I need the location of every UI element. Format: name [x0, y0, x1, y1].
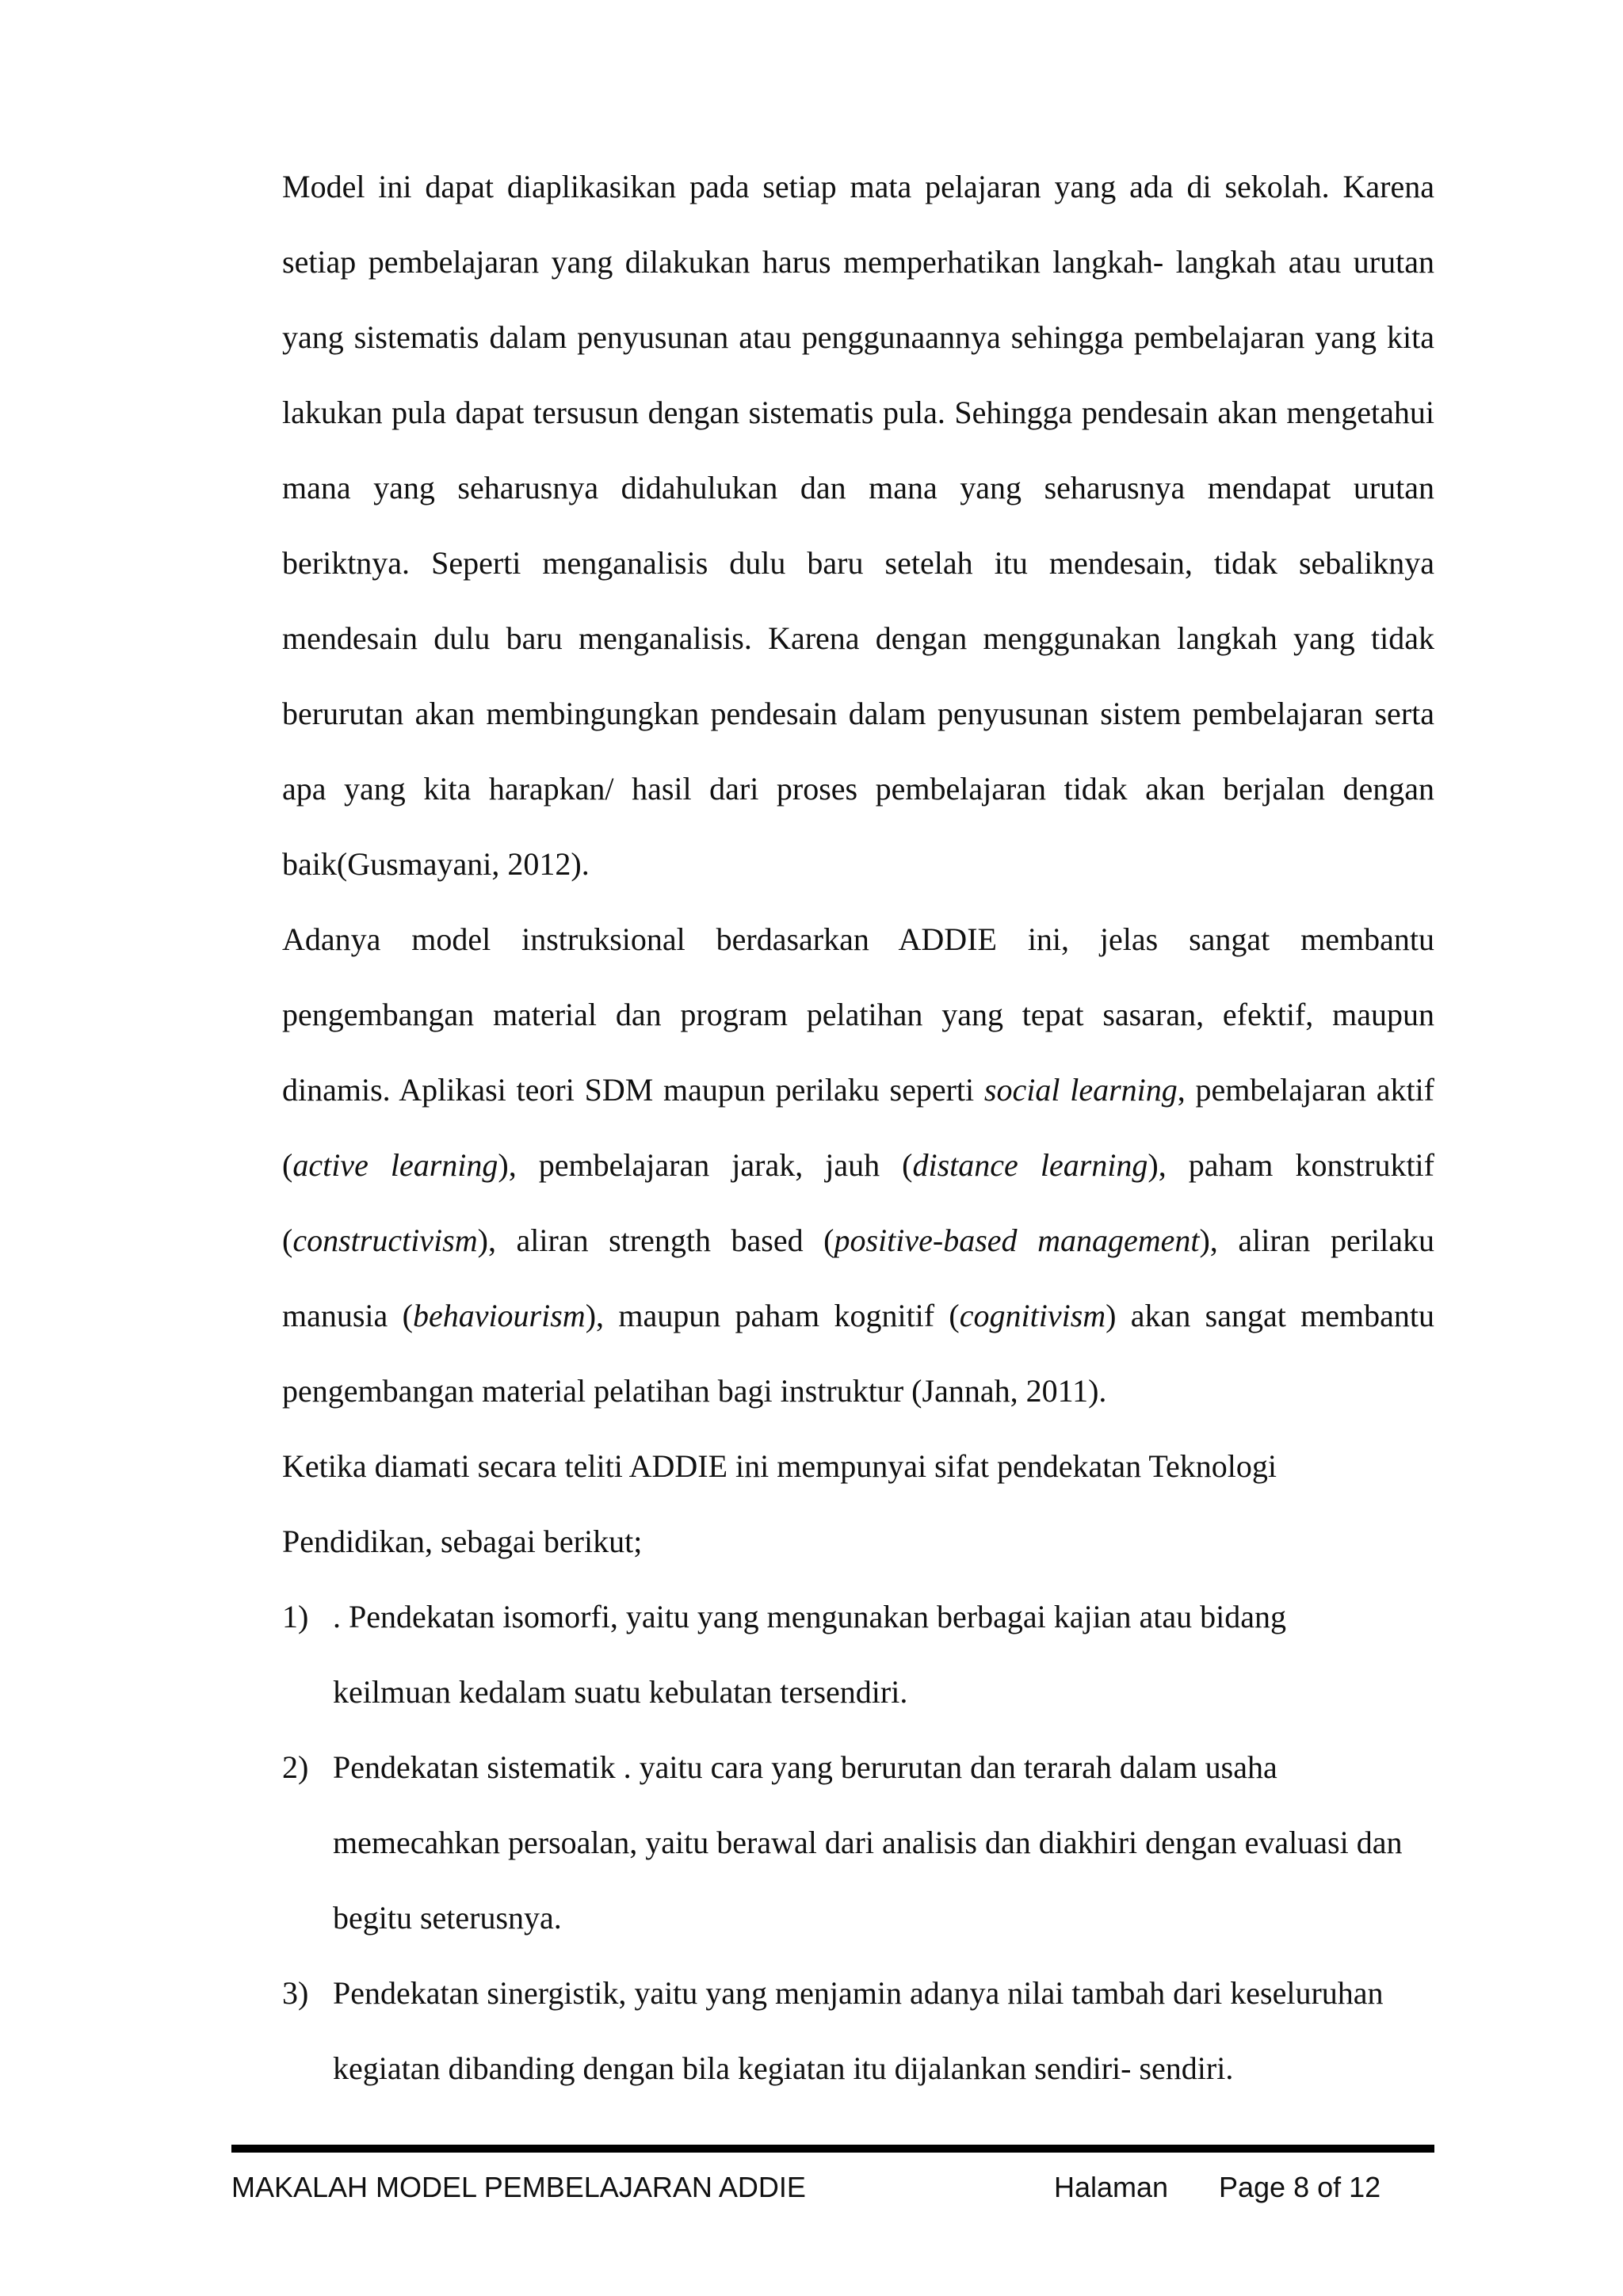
term-constructivism: constructivism — [292, 1222, 478, 1258]
list-text: Pendekatan sistematik . yaitu cara yang berurutan dan terarah dalam usaha memecahkan persoalan, yaitu berawal dari analisis dan diakhiri dengan evaluasi dan begitu seterusnya. — [333, 1749, 1403, 1936]
list-number: 1) — [282, 1599, 309, 1634]
term-positive-based-management: positive-based management — [834, 1222, 1200, 1258]
document-body — [282, 149, 1434, 2106]
footer-label: Halaman — [1054, 2171, 1169, 2203]
term-behaviourism: behaviourism — [412, 1298, 586, 1333]
approach-list — [282, 1579, 1434, 2106]
term-cognitivism: cognitivism — [959, 1298, 1106, 1333]
term-social-learning: social learning — [983, 1072, 1178, 1108]
paragraph-1: Model ini dapat diaplikasikan pada setiap mata pelajaran yang ada di sekolah. Karena setiap pembelajaran yang dilakukan harus memperhatikan langkah- langkah atau urutan yang sistematis dalam penyusunan atau penggunaannya sehingga pembelajaran yang kita lakukan pula dapat tersusun dengan sistematis pula. Sehingga pendesain akan mengetahui mana yang seharusnya didahulukan dan mana yang seharusnya mendapat urutan beriktnya. Seperti menganalisis dulu baru setelah itu mendesain, tidak sebaliknya mendesain dulu baru menganalisis. Karena dengan menggunakan langkah yang tidak berurutan akan membingungkan pendesain dalam penyusunan sistem pembelajaran serta apa yang kita harapkan/ hasil dari proses pembelajaran tidak akan berjalan dengan baik(Gusmayani, 2012). — [282, 169, 1434, 882]
paragraph-2: Adanya model instruksional berdasarkan ADDIE ini, jelas sangat membantu pengembangan material dan program pelatihan yang tepat sasaran, efektif, maupun dinamis. Aplikasi teori SDM maupun perilaku seperti social learning, pembelajaran aktif (active learning), pembelajaran jarak, jauh (distance learning), paham konstruktif (constructivism), aliran strength based (positive-based management), aliran perilaku manusia (behaviourism), maupun paham kognitif (cognitivism) akan sangat membantu pengembangan material pelatihan bagi instruktur (Jannah, 2011). — [282, 921, 1435, 1409]
term-active-learning: active learning — [292, 1147, 498, 1183]
list-text: Pendekatan sinergistik, yaitu yang menjamin adanya nilai tambah dari keseluruhan kegiatan dibanding dengan bila kegiatan itu dijalankan sendiri- sendiri. — [333, 1975, 1384, 2086]
footer-title: MAKALAH MODEL PEMBELAJARAN ADDIE — [231, 2171, 806, 2203]
paragraph-3: Ketika diamati secara teliti ADDIE ini mempunyai sifat pendekatan Teknologi Pendidikan, sebagai berikut; — [282, 1448, 1277, 1559]
list-text: . Pendekatan isomorfi, yaitu yang mengunakan berbagai kajian atau bidang keilmuan kedalam suatu kebulatan tersendiri. — [333, 1599, 1286, 1710]
list-number: 2) — [282, 1749, 309, 1785]
page-number: Page 8 of 12 — [1219, 2171, 1381, 2203]
term-distance-learning: distance learning — [912, 1147, 1148, 1183]
list-number: 3) — [282, 1975, 309, 2011]
list-item — [282, 1730, 1434, 1955]
list-item — [282, 1579, 1434, 1730]
list-item — [282, 1955, 1434, 2106]
footer-divider — [231, 2145, 1434, 2153]
